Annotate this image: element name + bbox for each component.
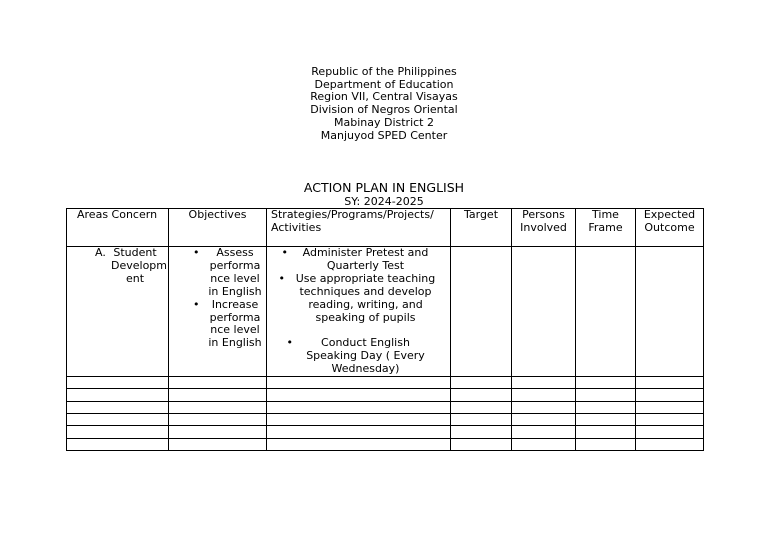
table-row <box>67 377 704 389</box>
table-cell <box>169 438 267 450</box>
header-objectives: Objectives <box>169 209 267 247</box>
table-cell <box>451 413 512 425</box>
table-cell <box>512 401 576 413</box>
letterhead-school: Manjuyod SPED Center <box>320 128 448 142</box>
table-cell <box>67 389 169 401</box>
table-cell <box>512 377 576 389</box>
table-cell <box>169 426 267 438</box>
header-persons-line1: Persons <box>522 208 565 221</box>
letterhead-country: Republic of the Philippines <box>311 65 457 78</box>
letterhead-division: Division of Negros Oriental <box>310 103 458 117</box>
table-cell <box>169 413 267 425</box>
list-item <box>169 299 266 351</box>
letterhead <box>0 66 768 142</box>
header-strategies-line2: Activities <box>271 220 322 234</box>
header-persons-line2: Involved <box>520 220 567 234</box>
table-cell <box>576 389 636 401</box>
table-header-row <box>67 209 704 247</box>
bullet-icon: • <box>286 336 293 350</box>
bullet-icon: • <box>278 271 285 285</box>
header-expected-outcome <box>636 209 704 247</box>
header-persons-involved <box>512 209 576 247</box>
list-item <box>267 273 450 325</box>
time-frame-cell <box>576 247 636 377</box>
table-cell <box>67 426 169 438</box>
table-cell <box>451 389 512 401</box>
bullet-icon: • <box>193 246 200 259</box>
table-cell <box>576 401 636 413</box>
table-cell <box>512 389 576 401</box>
table-row <box>67 401 704 413</box>
header-time-line1: Time <box>592 208 619 221</box>
table-cell <box>267 401 451 413</box>
table-cell <box>267 438 451 450</box>
table-cell <box>67 438 169 450</box>
strategy-text: Conduct English Speaking Day ( Every Wednesday) <box>306 336 425 376</box>
table-cell <box>267 389 451 401</box>
table-cell <box>636 426 704 438</box>
table-cell <box>67 413 169 425</box>
bullet-icon: • <box>193 297 200 311</box>
table-cell <box>636 377 704 389</box>
table-cell <box>512 438 576 450</box>
table-cell <box>576 413 636 425</box>
table-cell <box>512 413 576 425</box>
list-item <box>267 337 450 376</box>
area-marker: A. <box>95 246 106 259</box>
header-time-line2: Frame <box>588 220 623 234</box>
list-item <box>169 247 266 299</box>
persons-involved-cell <box>512 247 576 377</box>
table-row <box>67 413 704 425</box>
school-year: SY: 2024-2025 <box>344 195 424 208</box>
table-cell <box>67 401 169 413</box>
objective-text: Increase performa nce level in English <box>208 297 262 350</box>
table-row <box>67 389 704 401</box>
table-cell <box>576 377 636 389</box>
action-plan-table <box>66 208 704 451</box>
letterhead-region: Region VII, Central Visayas <box>310 90 458 104</box>
strategies-list <box>267 247 450 376</box>
table-cell <box>169 389 267 401</box>
table-cell <box>451 377 512 389</box>
table-cell <box>267 426 451 438</box>
header-outcome-line2: Outcome <box>644 220 695 234</box>
header-time-frame <box>576 209 636 247</box>
table-cell <box>636 438 704 450</box>
target-cell <box>451 247 512 377</box>
header-areas-concern: Areas Concern <box>67 209 169 247</box>
letterhead-department: Department of Education <box>314 77 454 91</box>
table-cell <box>512 426 576 438</box>
area-concern-cell <box>67 247 169 377</box>
area-item <box>95 247 168 286</box>
strategy-text: Use appropriate teaching techniques and develop reading, writing, and speaking of pupils <box>295 271 436 324</box>
expected-outcome-cell <box>636 247 704 377</box>
table-cell <box>636 401 704 413</box>
table-cell <box>636 413 704 425</box>
bullet-icon: • <box>281 246 288 259</box>
table-cell <box>451 438 512 450</box>
table-cell <box>451 426 512 438</box>
table-row <box>67 438 704 450</box>
objectives-list <box>169 247 266 350</box>
header-outcome-line1: Expected <box>643 208 696 221</box>
header-strategies <box>267 209 451 247</box>
table-cell <box>169 377 267 389</box>
area-text: Student Developm ent <box>111 246 167 285</box>
table-cell <box>169 401 267 413</box>
objectives-cell <box>169 247 267 377</box>
table-cell <box>67 377 169 389</box>
table-cell <box>636 389 704 401</box>
list-item <box>267 247 450 273</box>
header-strategies-line1: Strategies/Programs/Projects/ <box>271 208 434 221</box>
table-cell <box>267 377 451 389</box>
strategies-cell <box>267 247 451 377</box>
header-target: Target <box>451 209 512 247</box>
strategy-text: Administer Pretest and Quarterly Test <box>302 246 429 272</box>
letterhead-district: Mabinay District 2 <box>334 115 434 129</box>
table-row <box>67 426 704 438</box>
table-cell <box>576 426 636 438</box>
objective-text: Assess performa nce level in English <box>208 246 262 298</box>
table-cell <box>451 401 512 413</box>
table-cell <box>267 413 451 425</box>
table-cell <box>576 438 636 450</box>
document-title: ACTION PLAN IN ENGLISH <box>303 180 465 195</box>
table-row <box>67 247 704 377</box>
